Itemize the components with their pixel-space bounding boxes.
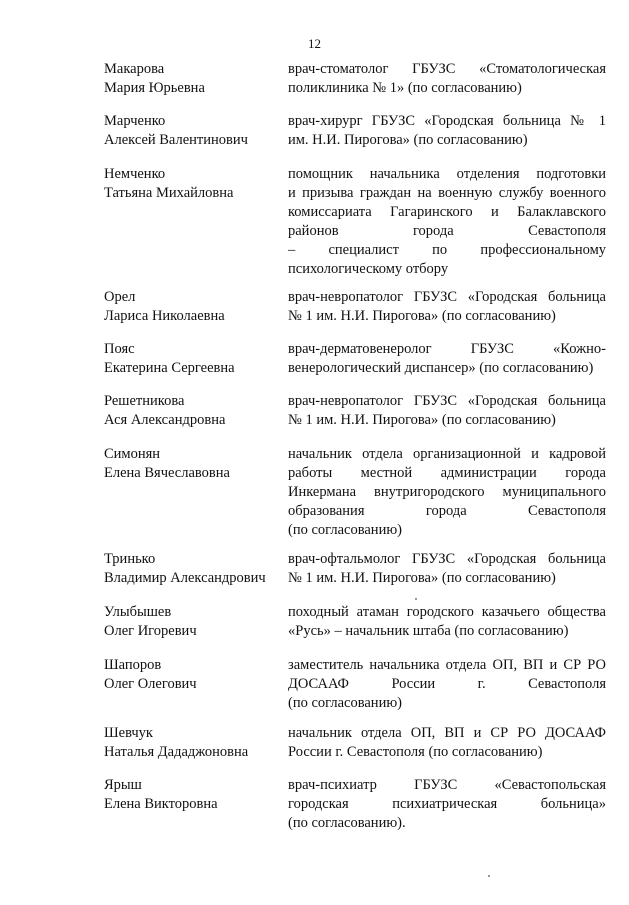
position-line: врач-невропатолог ГБУЗС «Городская больница [288, 393, 606, 409]
position-line: врач-невропатолог ГБУЗС «Городская больница [288, 289, 606, 305]
person-position [288, 112, 606, 150]
position-line: (по согласованию). [288, 815, 406, 831]
person-name [104, 724, 289, 762]
position-line: (по согласованию) [288, 695, 402, 711]
person-name [104, 656, 289, 694]
surname: Решетникова [104, 393, 185, 409]
position-line: «Русь» – начальник штаба (по согласованию) [288, 623, 569, 639]
given-names: Олег Олегович [104, 676, 197, 692]
position-line: врач-психиатр ГБУЗС «Севастопольская [288, 777, 606, 793]
position-line: врач-дерматовенеролог ГБУЗС «Кожно- [288, 341, 606, 357]
given-names: Лариса Николаевна [104, 308, 225, 324]
position-line: образования города Севастополя [288, 503, 606, 519]
person-name [104, 392, 289, 430]
scan-speck [488, 875, 490, 877]
surname: Шевчук [104, 725, 153, 741]
scan-speck [415, 598, 417, 600]
position-line: врач-стоматолог ГБУЗС «Стоматологическая [288, 61, 606, 77]
person-name [104, 550, 289, 588]
position-line: № 1 им. Н.И. Пирогова» (по согласованию) [288, 412, 556, 428]
given-names: Екатерина Сергеевна [104, 360, 235, 376]
given-names: Владимир Александрович [104, 570, 266, 586]
position-line: Инкермана внутригородского муниципального [288, 484, 606, 500]
surname: Марченко [104, 113, 166, 129]
surname: Макарова [104, 61, 165, 77]
position-line: начальник отдела организационной и кадровой [288, 446, 606, 462]
given-names: Мария Юрьевна [104, 80, 205, 96]
given-names: Олег Игоревич [104, 623, 197, 639]
given-names: Наталья Дададжоновна [104, 744, 249, 760]
surname: Шапоров [104, 657, 162, 673]
position-line: России г. Севастополя (по согласованию) [288, 744, 543, 760]
position-line: работы местной администрации города [288, 465, 606, 481]
surname: Немченко [104, 166, 166, 182]
position-line: заместитель начальника отдела ОП, ВП и СР РО [288, 657, 606, 673]
person-name [104, 445, 289, 483]
position-line: поликлиника № 1» (по согласованию) [288, 80, 522, 96]
page-number: 12 [308, 36, 321, 51]
position-line: № 1 им. Н.И. Пирогова» (по согласованию) [288, 570, 556, 586]
surname: Орел [104, 289, 136, 305]
position-line: венерологический диспансер» (по согласованию) [288, 360, 594, 376]
position-line: городская психиатрическая больница» [288, 796, 606, 812]
given-names: Елена Вячеславовна [104, 465, 230, 481]
position-line: комиссариата Гагаринского и Балаклавского [288, 204, 606, 220]
surname: Ярыш [104, 777, 142, 793]
person-name [104, 60, 289, 98]
person-name [104, 776, 289, 814]
position-line: и призыва граждан на военную службу военного [288, 185, 606, 201]
person-position [288, 392, 606, 430]
person-position [288, 340, 606, 378]
surname: Тринько [104, 551, 156, 567]
position-line: ДОСААФ России г. Севастополя [288, 676, 606, 692]
position-line: психологическому отбору [288, 261, 449, 277]
position-line: – специалист по профессиональному [288, 242, 606, 258]
person-position [288, 603, 606, 641]
position-line: помощник начальника отделения подготовки [288, 166, 606, 182]
person-name [104, 603, 289, 641]
position-line: походный атаман городского казачьего общества [288, 604, 606, 620]
person-position [288, 656, 606, 713]
person-name [104, 288, 289, 326]
given-names: Татьяна Михайловна [104, 185, 234, 201]
person-name [104, 112, 289, 150]
position-line: врач-офтальмолог ГБУЗС «Городская больница [288, 551, 606, 567]
person-position [288, 445, 606, 540]
person-position [288, 550, 606, 588]
position-line: начальник отдела ОП, ВП и СР РО ДОСААФ [288, 725, 606, 741]
person-position [288, 60, 606, 98]
given-names: Ася Александровна [104, 412, 226, 428]
surname: Пояс [104, 341, 135, 357]
surname: Улыбышев [104, 604, 172, 620]
given-names: Алексей Валентинович [104, 132, 248, 148]
position-line: врач-хирург ГБУЗС «Городская больница № 1 [288, 113, 606, 129]
person-position [288, 288, 606, 326]
person-name [104, 340, 289, 378]
position-line: районов города Севастополя [288, 223, 606, 239]
given-names: Елена Викторовна [104, 796, 218, 812]
person-name [104, 165, 289, 203]
person-position [288, 165, 606, 279]
surname: Симонян [104, 446, 161, 462]
position-line: (по согласованию) [288, 522, 402, 538]
position-line: им. Н.И. Пирогова» (по согласованию) [288, 132, 528, 148]
person-position [288, 724, 606, 762]
person-position [288, 776, 606, 833]
position-line: № 1 им. Н.И. Пирогова» (по согласованию) [288, 308, 556, 324]
